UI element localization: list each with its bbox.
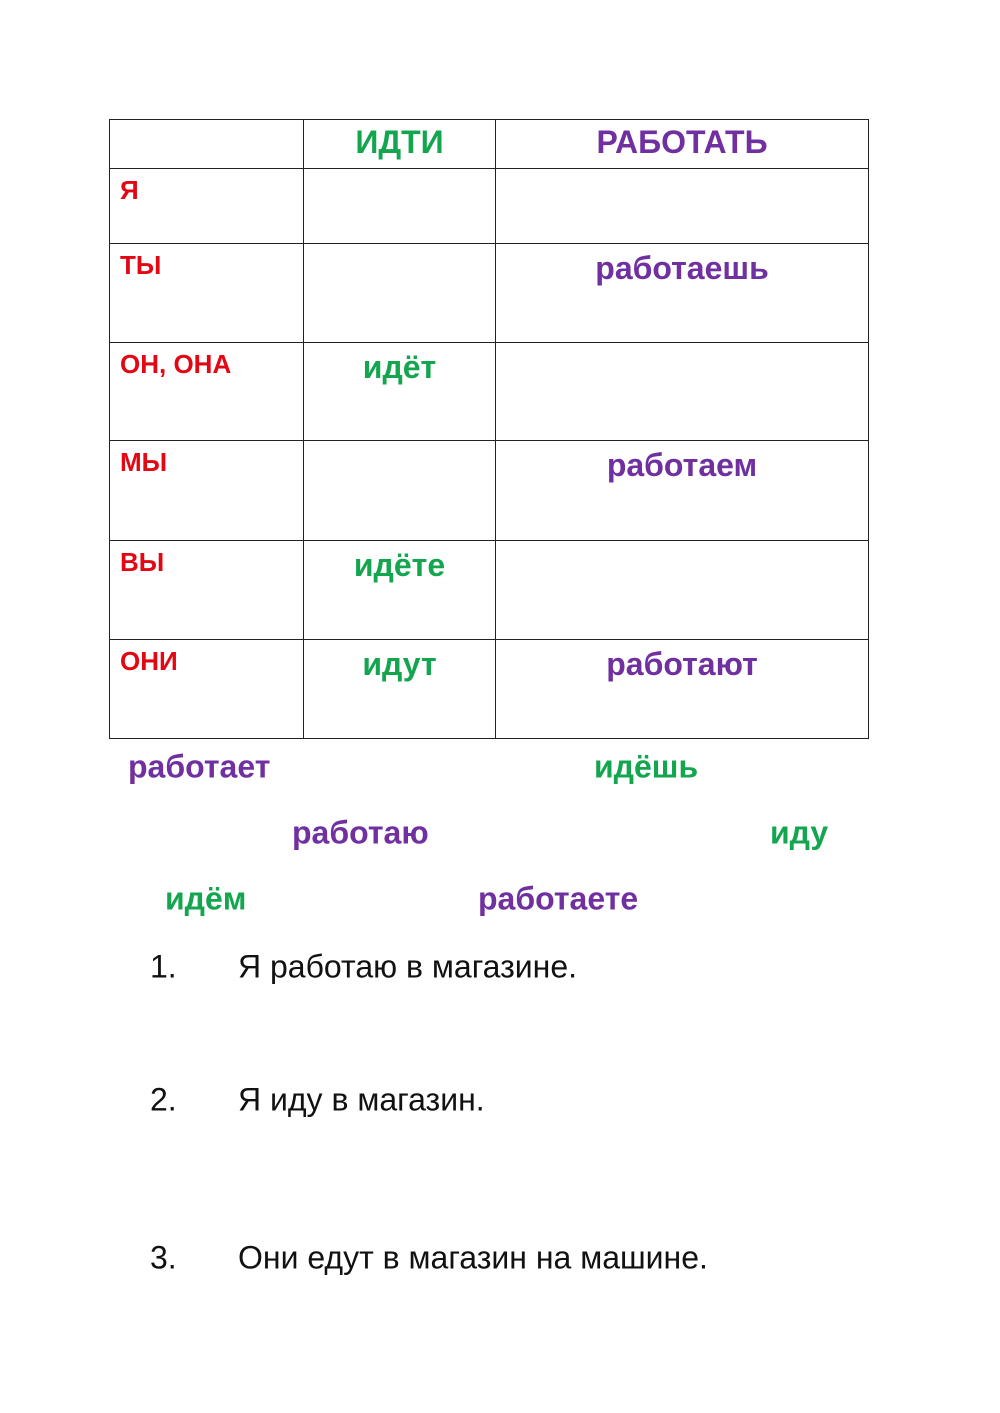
header-empty-cell	[110, 120, 304, 169]
table-row	[110, 640, 869, 739]
rabotat-form: работаешь	[595, 250, 769, 286]
idti-form	[304, 244, 495, 250]
idti-form	[304, 169, 495, 175]
header-idti-label: ИДТИ	[355, 124, 444, 160]
answer-cell[interactable]	[496, 640, 869, 739]
sentence-text: Они едут в магазин на машине.	[238, 1239, 708, 1276]
table-row	[110, 244, 869, 343]
table-row	[110, 343, 869, 441]
sentence-text: Я иду в магазин.	[238, 1081, 485, 1118]
answer-cell[interactable]	[304, 640, 496, 739]
answer-cell[interactable]	[496, 441, 869, 541]
answer-cell[interactable]	[304, 541, 496, 640]
rabotat-form	[496, 169, 868, 175]
idti-form	[304, 441, 495, 447]
table-header-row	[110, 120, 869, 169]
answer-cell[interactable]	[496, 541, 869, 640]
answer-cell[interactable]	[496, 169, 869, 244]
word-bank-item[interactable]: идёшь	[594, 748, 699, 785]
header-rabotat-label: РАБОТАТЬ	[596, 124, 768, 160]
answer-cell[interactable]	[304, 343, 496, 441]
idti-form: идут	[362, 646, 437, 682]
table-row	[110, 441, 869, 541]
idti-form: идёт	[362, 349, 437, 385]
sentence-number: 1.	[150, 948, 177, 985]
table-row	[110, 541, 869, 640]
answer-cell[interactable]	[304, 169, 496, 244]
word-bank-item[interactable]: идём	[165, 880, 247, 917]
pronoun-label: ОНИ	[120, 646, 178, 676]
idti-form: идёте	[353, 547, 446, 583]
pronoun-label: ВЫ	[120, 547, 165, 577]
pronoun-label: ОН, ОНА	[120, 349, 232, 379]
conjugation-table	[109, 119, 869, 739]
answer-cell[interactable]	[304, 244, 496, 343]
table-row	[110, 169, 869, 244]
word-bank-item[interactable]: работает	[128, 748, 271, 785]
rabotat-form	[496, 541, 868, 547]
pronoun-label: МЫ	[120, 447, 168, 477]
word-bank-item[interactable]: иду	[770, 814, 829, 851]
pronoun-label: ТЫ	[120, 250, 162, 280]
answer-cell[interactable]	[304, 441, 496, 541]
rabotat-form: работаем	[606, 447, 758, 483]
answer-cell[interactable]	[496, 244, 869, 343]
header-rabotat	[496, 120, 869, 169]
answer-cell[interactable]	[496, 343, 869, 441]
rabotat-form	[496, 343, 868, 349]
sentence-number: 2.	[150, 1081, 177, 1118]
header-idti	[304, 120, 496, 169]
sentence-number: 3.	[150, 1239, 177, 1276]
word-bank-item[interactable]: работаю	[292, 814, 429, 851]
pronoun-label: Я	[120, 175, 139, 205]
word-bank-item[interactable]: работаете	[478, 880, 639, 917]
rabotat-form: работают	[606, 646, 758, 682]
sentence-text: Я работаю в магазине.	[238, 948, 577, 985]
